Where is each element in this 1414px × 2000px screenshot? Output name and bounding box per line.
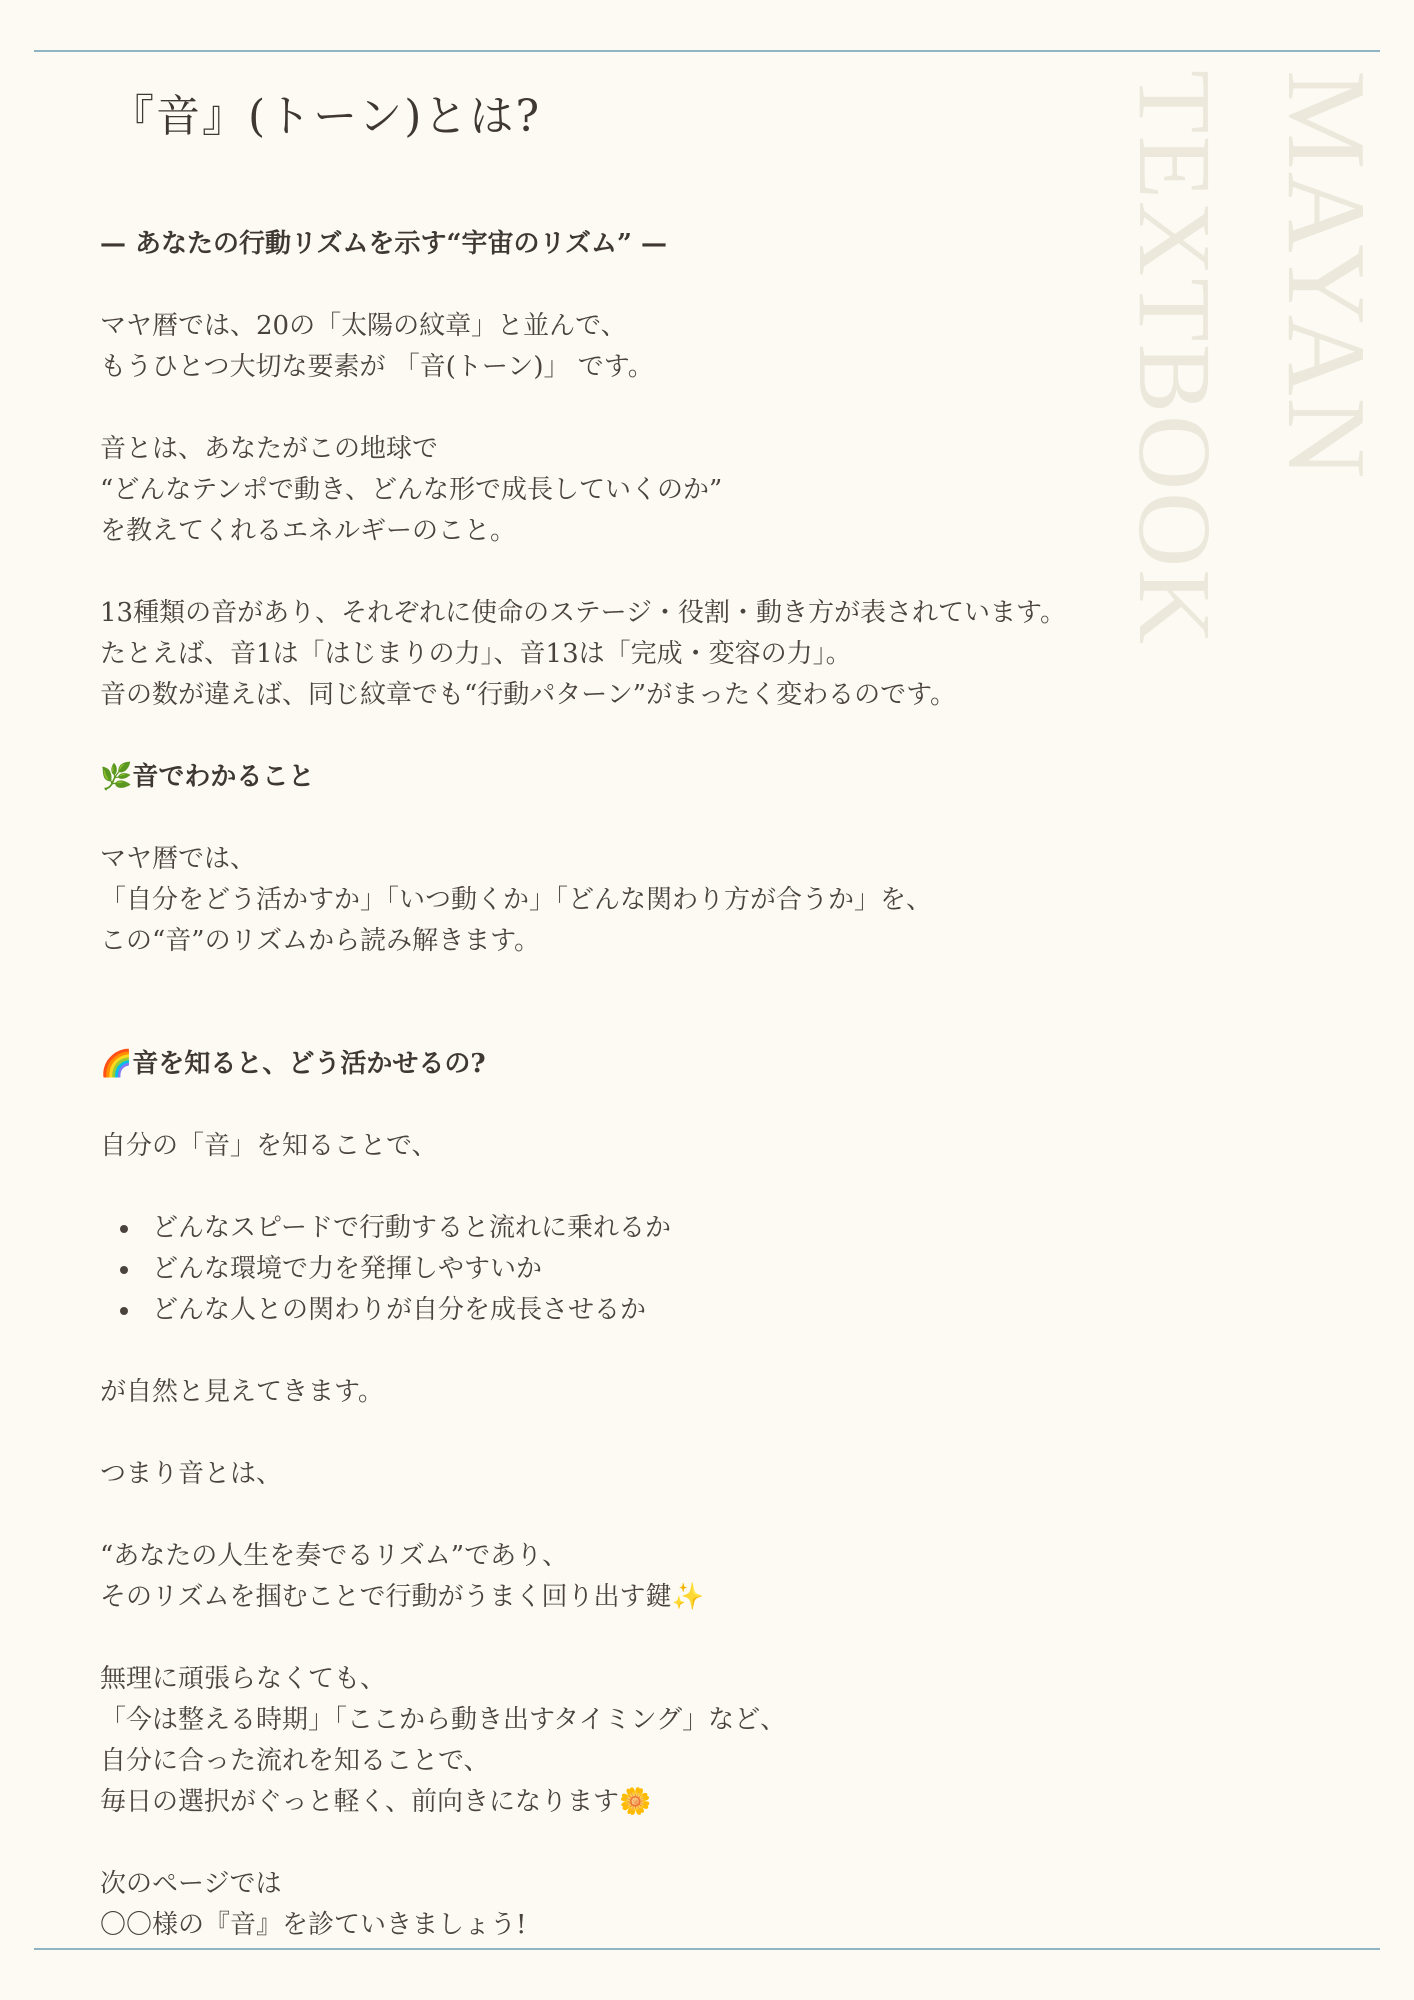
rainbow-icon: 🌈 [100, 1049, 133, 1079]
section2-after: が自然と見えてきます。 [100, 1377, 384, 1407]
watermark-textbook: TEXTBOOK [1117, 70, 1232, 647]
types-line: 13種類の音があり、それぞれに使命のステージ・役割・動き方が表されています。 [100, 598, 1066, 628]
section-heading-how-to-use [100, 1044, 1320, 1085]
next-page-line: 次のページでは [100, 1869, 282, 1899]
blossom-icon: 🌼 [618, 1787, 652, 1817]
section2-lead: 自分の「音」を知ることで、 [100, 1131, 438, 1161]
closing-line: 「今は整える時期」「ここから動き出すタイミング」など、 [100, 1705, 787, 1735]
section-heading-text: 音を知ると、どう活かせるの? [132, 1049, 486, 1079]
top-rule [34, 50, 1380, 52]
closing-line [100, 1782, 1320, 1823]
page-body [100, 224, 1320, 1946]
list-item: どんなスピードで行動すると流れに乗れるか [152, 1208, 1320, 1249]
closing-line: 自分に合った流れを知ることで、 [100, 1746, 490, 1776]
summary-lead: つまり音とは、 [100, 1459, 283, 1489]
summary-line: “あなたの人生を奏でるリズム”であり、 [100, 1541, 569, 1571]
intro-line: マヤ暦では、20の「太陽の紋章」と並んで、 [100, 311, 627, 341]
section-heading-what-tone-reveals [100, 757, 1320, 798]
definition-line: を教えてくれるエネルギーのこと。 [100, 516, 517, 546]
page-title: 『音』(トーン)とは? [110, 91, 542, 142]
sparkles-icon: ✨ [671, 1582, 704, 1612]
subtitle: — あなたの行動リズムを示す“宇宙のリズム” — [100, 229, 667, 259]
summary-text: そのリズムを掴むことで行動がうまく回り出す鍵 [100, 1582, 672, 1612]
next-page-line: 〇〇様の『音』を診ていきましょう! [100, 1910, 527, 1940]
benefit-list [100, 1208, 1320, 1331]
closing-line: 無理に頑張らなくても、 [100, 1664, 387, 1694]
definition-line: “どんなテンポで動き、どんな形で成長していくのか” [100, 475, 723, 505]
list-item: どんな環境で力を発揮しやすいか [152, 1249, 1320, 1290]
types-line: たとえば、音1は「はじまりの力」、音13は「完成・変容の力」。 [100, 639, 852, 669]
closing-text: 毎日の選択がぐっと軽く、前向きになります [100, 1787, 619, 1817]
intro-line: もうひとつ大切な要素が 「音(トーン)」 です。 [100, 352, 654, 382]
list-item: どんな人との関わりが自分を成長させるか [152, 1290, 1320, 1331]
section1-line: この“音”のリズムから読み解きます。 [100, 926, 540, 956]
definition-line: 音とは、あなたがこの地球で [100, 434, 439, 464]
section1-line: 「自分をどう活かすか」「いつ動くか」「どんな関わり方が合うか」を、 [100, 885, 933, 915]
bottom-rule [34, 1948, 1380, 1950]
types-line: 音の数が違えば、同じ紋章でも“行動パターン”がまったく変わるのです。 [100, 680, 956, 710]
herb-icon: 🌿 [100, 762, 133, 792]
watermark-mayan: MAYAN [1264, 70, 1388, 481]
section-heading-text: 音でわかること [132, 762, 315, 792]
summary-line [100, 1577, 1320, 1618]
section1-line: マヤ暦では、 [100, 844, 257, 874]
